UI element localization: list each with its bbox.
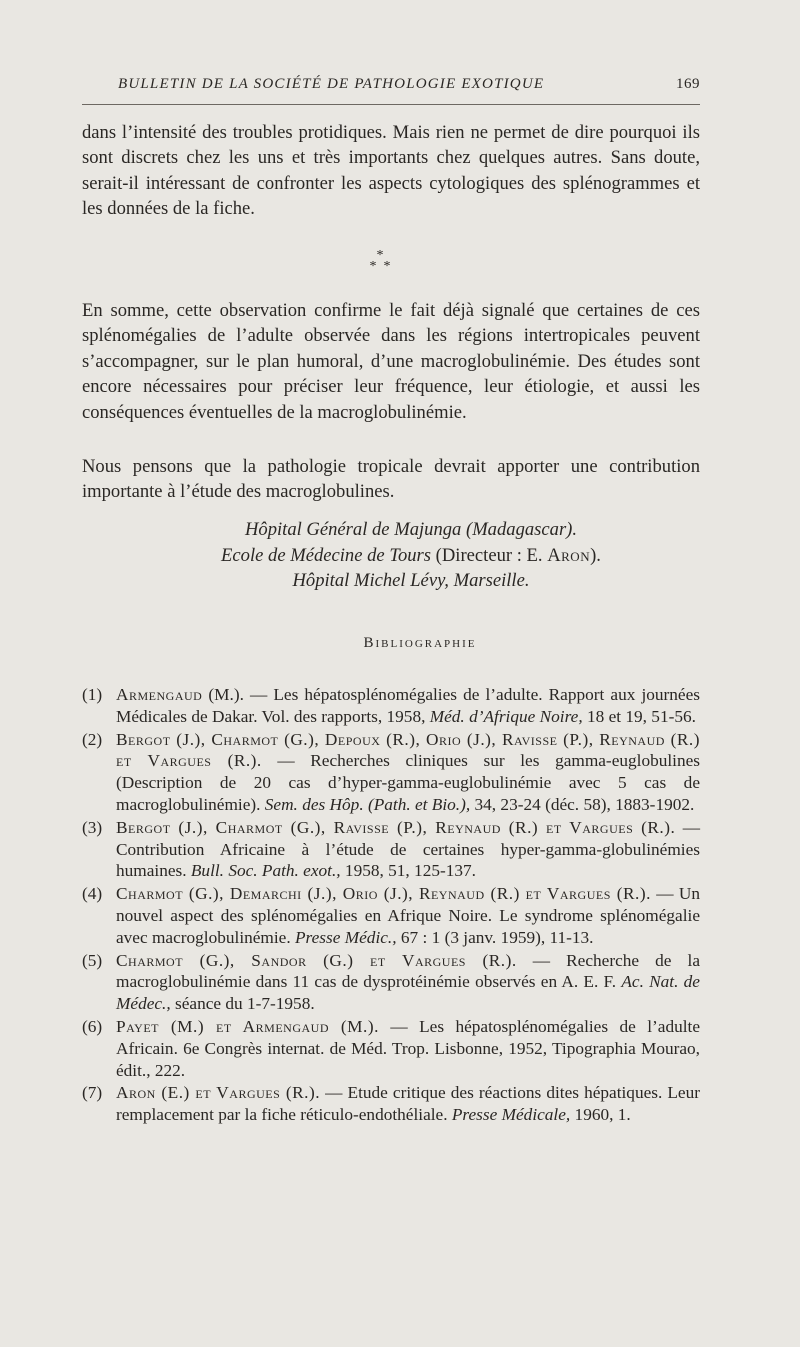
- reference-tail: 18 et 19, 51-56.: [582, 706, 696, 726]
- reference-journal: Bull. Soc. Path. exot.,: [190, 861, 341, 881]
- reference-journal: Presse Médicale,: [451, 1105, 571, 1125]
- running-title: BULLETIN DE LA SOCIÉTÉ DE PATHOLOGIE EXOTIQUE: [118, 76, 545, 92]
- reference-number: (6): [82, 1016, 103, 1036]
- reference-number: (1): [82, 685, 103, 704]
- reference-number: (2): [82, 729, 103, 749]
- reference-authors: Bergot (J.), Charmot (G.), Ravisse (P.), Reynaud (R.) et Vargues (R.).: [116, 817, 676, 837]
- paragraph-3-text: Nous pensons que la pathologie tropicale devrait apporter une contribution importante à l’étude des macroglobulines.: [82, 456, 700, 503]
- paragraph-2: [82, 298, 700, 425]
- paragraph-1-text: dans l’intensité des troubles protidiques. Mais rien ne permet de dire pourquoi ils sont discrets chez les uns et très importants chez quelques autres. Sans doute, serait-il intéressant de confronter les aspects cytologiques des splénogrammes et les données de la fiche.: [82, 122, 700, 220]
- affiliation-1: Hôpital Général de Majunga (Madagascar).: [244, 519, 578, 540]
- reference-text: (M.). — Les hépatosplénomégalies de l’adulte. Rapport aux journées Médicales de Dakar. Vol. des rapports, 1958,: [116, 685, 700, 726]
- reference-text: — Etude critique des réactions dites hépatiques. Leur remplacement par la fiche réticulo-endothéliale.: [116, 1083, 701, 1125]
- reference-item: [82, 817, 700, 882]
- reference-authors: Payet (M.) et Armengaud (M.).: [116, 1016, 379, 1036]
- reference-number: (3): [82, 817, 103, 837]
- affiliation-3: Hôpital Michel Lévy, Marseille.: [292, 570, 530, 592]
- reference-number: (5): [82, 950, 103, 970]
- separator-star-top: *: [376, 248, 384, 263]
- page-number: 169: [676, 76, 700, 92]
- reference-authors: Aron (E.) et Vargues (R.).: [116, 1083, 321, 1103]
- reference-item: [82, 1082, 700, 1126]
- reference-tail: 34, 23-24 (déc. 58), 1883-1902.: [470, 794, 695, 814]
- reference-tail: séance du 1-7-1958.: [170, 994, 315, 1014]
- paragraph-2-text: En somme, cette observation confirme le fait déjà signalé que certaines de ces splénomégalies de l’adulte observée dans les régions intertropicales peuvent s’accompagner, sur le plan humoral, d’une macroglobulinémie. Des études sont encore nécessaires pour préciser leur fréquence, leur étiologie, et aussi les conséquences éventuelles de la macroglobulinémie.: [82, 300, 700, 423]
- reference-authors: Bergot (J.), Charmot (G.), Depoux (R.), Orio (J.), Ravisse (P.), Reynaud (R.) et Vargues (R.).: [116, 729, 700, 771]
- reference-authors: Charmot (G.), Sandor (G.) et Vargues (R.).: [116, 950, 517, 970]
- reference-journal: Sem. des Hôp. (Path. et Bio.),: [264, 794, 471, 814]
- reference-text: — Contribution Africaine à l’étude de certaines hyper-gamma-globulinémies humaines.: [116, 817, 700, 881]
- header-rule: [82, 104, 700, 105]
- reference-item: [82, 729, 700, 816]
- reference-item: [82, 684, 700, 728]
- reference-tail: 1958, 51, 125-137.: [340, 861, 476, 881]
- reference-number: (4): [82, 884, 103, 904]
- affiliation-2-director-name: Aron: [547, 544, 591, 566]
- reference-item: [82, 883, 700, 948]
- reference-authors: Armengaud: [116, 685, 203, 704]
- affiliation-2: [122, 543, 700, 569]
- affiliation-2-director-a: (Directeur : E.: [431, 544, 548, 566]
- bibliography-heading: Bibliographie: [363, 635, 477, 651]
- reference-journal: Presse Médic.,: [294, 927, 397, 947]
- reference-tail: 1960, 1.: [570, 1105, 631, 1125]
- reference-list: [82, 684, 700, 1127]
- reference-text: — Recherche de la macroglobulinémie dans 11 cas de dysprotéinémie observés en A. E. F.: [116, 950, 700, 992]
- reference-number: (7): [82, 1083, 103, 1103]
- reference-tail: 67 : 1 (3 janv. 1959), 11-13.: [396, 927, 594, 947]
- reference-text: — Un nouvel aspect des splénomégalies en Afrique Noire. Le syndrome splénomégalie avec macroglobulinémie.: [116, 884, 700, 947]
- reference-item: [82, 950, 700, 1015]
- reference-text: — Les hépatosplénomégalies de l’adulte Africain. 6e Congrès internat. de Méd. Trop. Lisbonne, 1952, Tipographia Mourao, édit., 222.: [116, 1016, 701, 1080]
- paragraph-3: [82, 454, 700, 505]
- reference-authors: Charmot (G.), Demarchi (J.), Orio (J.), Reynaud (R.) et Vargues (R.).: [116, 884, 651, 904]
- reference-journal: Méd. d’Afrique Noire,: [429, 706, 583, 726]
- reference-text: — Recherches cliniques sur les gamma-euglobulines (Description de 20 cas d’hyper-gamma-euglobulinémie avec 5 cas de macroglobulinémie).: [116, 751, 701, 814]
- affiliations: [82, 517, 700, 594]
- reference-item: [82, 1016, 700, 1081]
- separator-stars-bottom: * *: [369, 259, 391, 274]
- reference-journal: Ac. Nat. de Médec.,: [116, 972, 700, 1014]
- affiliation-2-director-b: ).: [590, 544, 601, 566]
- affiliation-2-school: Ecole de Médecine de Tours: [221, 544, 432, 566]
- section-separator: [0, 250, 760, 272]
- paragraph-1: [82, 120, 700, 222]
